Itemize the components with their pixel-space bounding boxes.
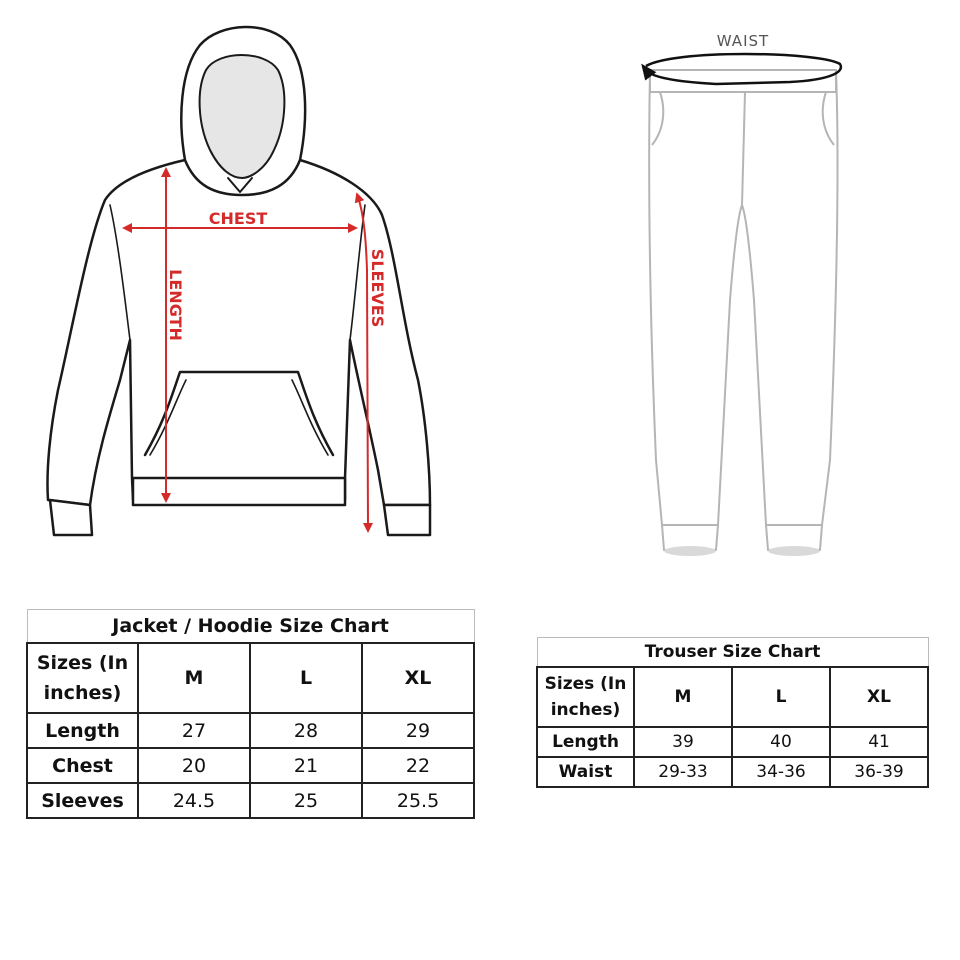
trouser-size-m: M — [634, 667, 732, 727]
table-cell: 22 — [362, 748, 474, 783]
hoodie-right-cuff — [384, 505, 430, 535]
hoodie-left-cuff — [50, 500, 92, 535]
hoodie-size-m: M — [138, 643, 250, 713]
trouser-size-l: L — [732, 667, 830, 727]
trouser-size-xl: XL — [830, 667, 928, 727]
table-row — [27, 783, 474, 818]
table-cell: 34-36 — [732, 757, 830, 787]
table-cell: 25.5 — [362, 783, 474, 818]
table-row — [537, 727, 928, 757]
hoodie-row-label-chest: Chest — [27, 748, 138, 783]
table-cell: 29 — [362, 713, 474, 748]
trouser-size-chart — [536, 637, 927, 788]
hoodie-size-xl: XL — [362, 643, 474, 713]
hoodie-size-table — [26, 609, 475, 819]
table-cell: 21 — [250, 748, 362, 783]
hoodie-size-chart — [26, 609, 473, 819]
table-cell: 24.5 — [138, 783, 250, 818]
hoodie-row-label-length: Length — [27, 713, 138, 748]
table-cell: 28 — [250, 713, 362, 748]
hoodie-corner-header: Sizes (In inches) — [27, 643, 138, 713]
table-row — [537, 757, 928, 787]
length-label: LENGTH — [166, 269, 185, 341]
table-cell: 20 — [138, 748, 250, 783]
sleeves-label: SLEEVES — [368, 248, 387, 328]
trouser-row-label-waist: Waist — [537, 757, 634, 787]
hoodie-row-label-sleeves: Sleeves — [27, 783, 138, 818]
table-cell: 40 — [732, 727, 830, 757]
hoodie-waistband — [133, 478, 345, 505]
trouser-corner-header: Sizes (In inches) — [537, 667, 634, 727]
hoodie-chart-title: Jacket / Hoodie Size Chart — [27, 610, 474, 644]
trouser-row-label-length: Length — [537, 727, 634, 757]
waist-label: WAIST — [716, 32, 770, 50]
table-cell: 29-33 — [634, 757, 732, 787]
table-cell: 27 — [138, 713, 250, 748]
table-row — [27, 748, 474, 783]
table-cell: 36-39 — [830, 757, 928, 787]
trouser-drawing — [649, 70, 837, 550]
trouser-size-table — [536, 637, 929, 788]
table-row — [27, 713, 474, 748]
table-cell: 39 — [634, 727, 732, 757]
table-cell: 41 — [830, 727, 928, 757]
table-cell: 25 — [250, 783, 362, 818]
hoodie-size-l: L — [250, 643, 362, 713]
chest-label: CHEST — [208, 209, 268, 228]
trouser-chart-title: Trouser Size Chart — [537, 638, 928, 668]
